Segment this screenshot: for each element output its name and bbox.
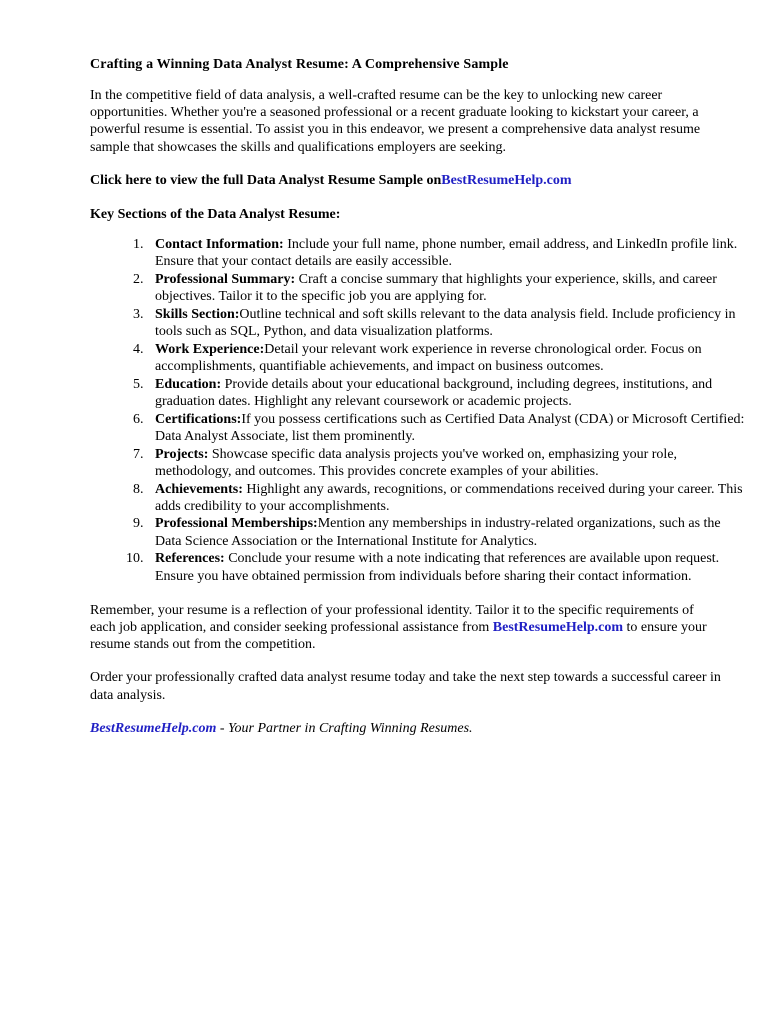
list-item xyxy=(147,481,747,515)
section-description: Detail your relevant work experience in reverse chronological order. Focus on accomplishments, quantifiable achievements, and impact on business outcomes. xyxy=(155,341,702,375)
page-title: Crafting a Winning Data Analyst Resume: A Comprehensive Sample xyxy=(90,57,509,72)
section-description: Showcase specific data analysis projects you've worked on, emphasizing your role, methodology, and outcomes. This provides concrete examples of your abilities. xyxy=(155,446,678,479)
closing-tagline-line xyxy=(90,720,720,737)
section-label: References: xyxy=(155,551,225,567)
bestresumehelp-link-remember[interactable]: BestResumeHelp.com xyxy=(492,619,624,635)
section-label: Achievements: xyxy=(155,481,243,497)
bestresumehelp-link-cta[interactable]: BestResumeHelp.com xyxy=(441,172,572,188)
list-item xyxy=(147,271,747,305)
cta-prefix-text: Click here to view the full Data Analyst Resume Sample on xyxy=(90,172,442,188)
list-item xyxy=(147,376,747,410)
section-description: Highlight any awards, recognitions, or commendations received during your career. This adds credibility to your accomplishments. xyxy=(155,481,743,514)
section-description: Mention any memberships in industry-related organizations, such as the Data Science Association or the International Institute for Analytics. xyxy=(155,516,721,549)
closing-tagline-text: - Your Partner in Crafting Winning Resumes. xyxy=(216,720,473,736)
remember-paragraph xyxy=(90,602,722,654)
list-item xyxy=(147,446,747,480)
section-label: Skills Section: xyxy=(155,307,240,323)
list-item xyxy=(147,411,747,445)
key-sections-list xyxy=(90,236,747,585)
section-description: Craft a concise summary that highlights your experience, skills, and career objectives. Tailor it to the specific job you are applying for. xyxy=(155,272,717,305)
remember-text-part1: Remember, your resume is a reflection of your professional identity. Tailor it to the specific requirements of each job application, and consider seeking professional assistance from xyxy=(90,602,694,635)
intro-paragraph: In the competitive field of data analysis, a well-crafted resume can be the key to unlocking new career opportunities. Whether you're a seasoned professional or a recent graduate looking to kickstart your career, a powerful resume is essential. To assist you in this endeavor, we present a comprehensive data analyst resume sample that showcases the skills and qualifications employers are seeking. xyxy=(90,88,701,155)
list-item xyxy=(147,550,747,584)
section-label: Professional Memberships: xyxy=(155,516,318,532)
section-label: Work Experience: xyxy=(155,341,265,357)
list-item xyxy=(147,306,747,340)
section-label: Professional Summary: xyxy=(155,272,296,288)
list-item xyxy=(147,236,747,270)
order-paragraph: Order your professionally crafted data analyst resume today and take the next step towards a successful career in data analysis. xyxy=(90,670,721,703)
remember-text-part2: to ensure your resume stands out from the competition. xyxy=(90,619,707,653)
section-label: Education: xyxy=(155,376,222,392)
section-description: If you possess certifications such as Certified Data Analyst (CDA) or Microsoft Certified: Data Analyst Associate, list them prominently. xyxy=(155,411,745,444)
section-description: Conclude your resume with a note indicating that references are available upon request. Ensure you have obtained permission from individuals before sharing their contact information. xyxy=(155,551,720,584)
list-item xyxy=(147,341,747,375)
section-label: Contact Information: xyxy=(155,237,284,253)
list-item xyxy=(147,515,747,549)
section-description: Include your full name, phone number, email address, and LinkedIn profile link. Ensure that your contact details are easily accessible. xyxy=(155,237,738,270)
section-label: Projects: xyxy=(155,446,209,462)
section-description: Outline technical and soft skills relevant to the data analysis field. Include proficiency in tools such as SQL, Python, and data visualization platforms. xyxy=(155,307,736,340)
section-description: Provide details about your educational background, including degrees, institutions, and graduation dates. Highlight any relevant coursework or academic projects. xyxy=(155,376,713,410)
bestresumehelp-link-closing[interactable]: BestResumeHelp.com xyxy=(90,720,217,736)
key-sections-heading: Key Sections of the Data Analyst Resume: xyxy=(90,207,341,223)
cta-line xyxy=(90,172,720,189)
section-label: Certifications: xyxy=(155,411,242,427)
